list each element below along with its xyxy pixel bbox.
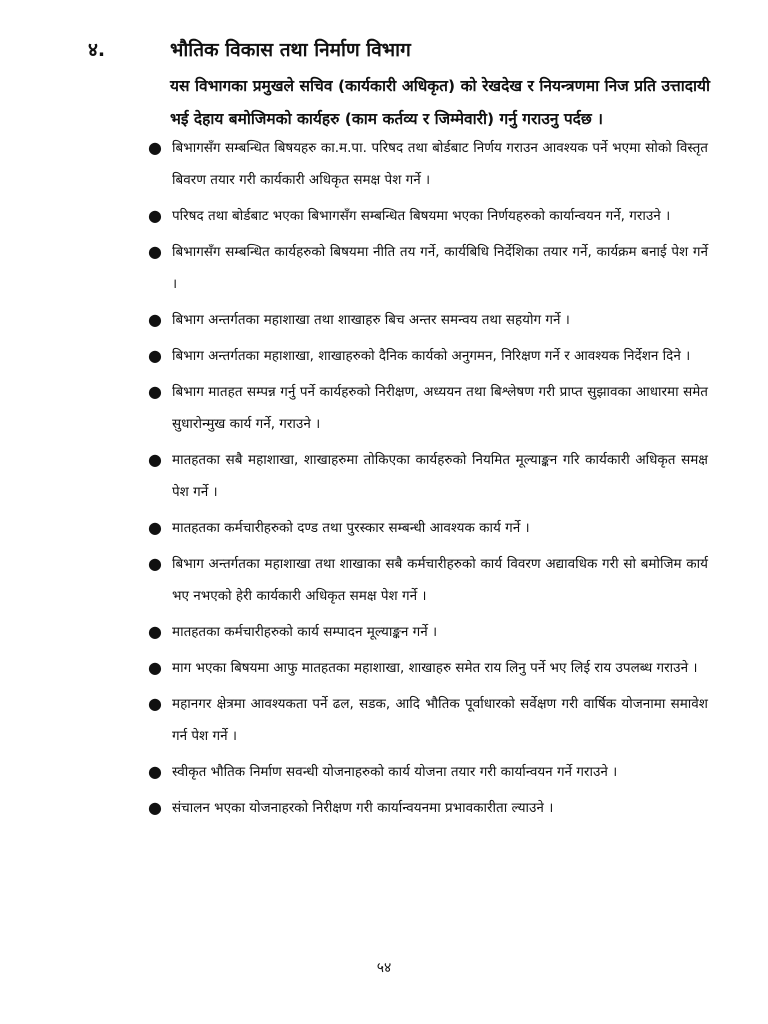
duty-item	[148, 200, 708, 232]
bullet-icon: ●	[148, 382, 162, 401]
bullet-icon: ●	[148, 242, 162, 261]
bullet-icon: ●	[148, 798, 162, 817]
duty-text: परिषद तथा बोर्डबाट भएका बिभागसँग सम्बन्धित बिषयमा भएका निर्णयहरुको कार्यान्वयन गर्ने, गराउने ।	[172, 208, 671, 224]
duty-text: माग भएका बिषयमा आफु मातहतका महाशाखा, शाखाहरु समेत राय लिनु पर्ने भए लिई राय उपलब्ध गराउने ।	[172, 660, 698, 676]
bullet-icon: ●	[148, 694, 162, 713]
page-number: ५४	[376, 960, 392, 976]
duty-item	[148, 688, 708, 752]
duty-item	[148, 340, 708, 372]
duty-item	[148, 616, 708, 648]
bullet-icon: ●	[148, 346, 162, 365]
duty-item	[148, 548, 708, 612]
duty-item	[148, 792, 708, 824]
duty-text: महानगर क्षेत्रमा आवश्यकता पर्ने ढल, सडक, आदि भौतिक पूर्वाधारको सर्वेक्षण गरी वार्षिक योजनामा समावेश गर्न पेश गर्ने ।	[172, 696, 708, 744]
duties-list	[148, 132, 708, 828]
bullet-icon: ●	[148, 310, 162, 329]
bullet-icon: ●	[148, 554, 162, 573]
duty-text: बिभाग अन्तर्गतका महाशाखा तथा शाखाहरु बिच अन्तर समन्वय तथा सहयोग गर्ने ।	[172, 312, 570, 328]
duty-item	[148, 236, 708, 300]
duty-text: स्वीकृत भौतिक निर्माण सवन्धी योजनाहरुको कार्य योजना तयार गरी कार्यान्वयन गर्ने गराउने ।	[172, 764, 618, 780]
duty-item	[148, 376, 708, 440]
duty-text: बिभाग अन्तर्गतका महाशाखा, शाखाहरुको दैनिक कार्यको अनुगमन, निरिक्षण गर्ने र आवश्यक निर्देशन दिने ।	[172, 348, 691, 364]
bullet-icon: ●	[148, 138, 162, 157]
bullet-icon: ●	[148, 658, 162, 677]
bullet-icon: ●	[148, 206, 162, 225]
duty-text: मातहतका कर्मचारीहरुको कार्य सम्पादन मूल्याङ्कन गर्ने ।	[172, 624, 438, 640]
duty-item	[148, 652, 708, 684]
duty-text: मातहतका कर्मचारीहरुको दण्ड तथा पुरस्कार सम्बन्धी आवश्यक कार्य गर्ने ।	[172, 520, 530, 536]
bullet-icon: ●	[148, 762, 162, 781]
duty-item	[148, 756, 708, 788]
bullet-icon: ●	[148, 518, 162, 537]
bullet-icon: ●	[148, 450, 162, 469]
duty-item	[148, 512, 708, 544]
duty-item	[148, 132, 708, 196]
duty-text: संचालन भएका योजनाहरको निरीक्षण गरी कार्यान्वयनमा प्रभावकारीता ल्याउने ।	[172, 800, 554, 816]
section-title: भौतिक विकास तथा निर्माण विभाग	[170, 39, 411, 61]
duty-item	[148, 304, 708, 336]
duty-text: बिभाग अन्तर्गतका महाशाखा तथा शाखाका सबै कर्मचारीहरुको कार्य विवरण अद्यावधिक गरी सो बमोजिम कार्य भए नभएको हेरी कार्यकारी अधिकृत समक्ष पेश गर्ने ।	[172, 556, 708, 604]
duty-text: मातहतका सबै महाशाखा, शाखाहरुमा तोकिएका कार्यहरुको नियमित मूल्याङ्कन गरि कार्यकारी अधिकृत समक्ष पेश गर्ने ।	[172, 452, 708, 500]
section-intro: यस विभागका प्रमुखले सचिव (कार्यकारी अधिकृत) को रेखदेख र नियन्त्रणमा निज प्रति उत्तादायी भई देहाय बमोजिमको कार्यहरु (काम कर्तव्य र जिम्मेवारी) गर्नु गराउनु पर्दछ ।	[170, 77, 710, 128]
bullet-icon: ●	[148, 622, 162, 641]
duty-text: बिभागसँग सम्बन्धित बिषयहरु का.म.पा. परिषद तथा बोर्डबाट निर्णय गराउन आवश्यक पर्ने भएमा सोको विस्तृत बिवरण तयार गरी कार्यकारी अधिकृत समक्ष पेश गर्ने ।	[172, 140, 708, 188]
duty-item	[148, 444, 708, 508]
duty-text: बिभागसँग सम्बन्धित कार्यहरुको बिषयमा नीति तय गर्ने, कार्यबिधि निर्देशिका तयार गर्ने, कार्यक्रम बनाई पेश गर्ने ।	[172, 244, 708, 292]
section-number: ४.	[88, 39, 106, 61]
duty-text: बिभाग मातहत सम्पन्न गर्नु पर्ने कार्यहरुको निरीक्षण, अध्ययन तथा बिश्लेषण गरी प्राप्त सुझावका आधारमा समेत सुधारोन्मुख कार्य गर्ने, गराउने ।	[172, 384, 708, 432]
